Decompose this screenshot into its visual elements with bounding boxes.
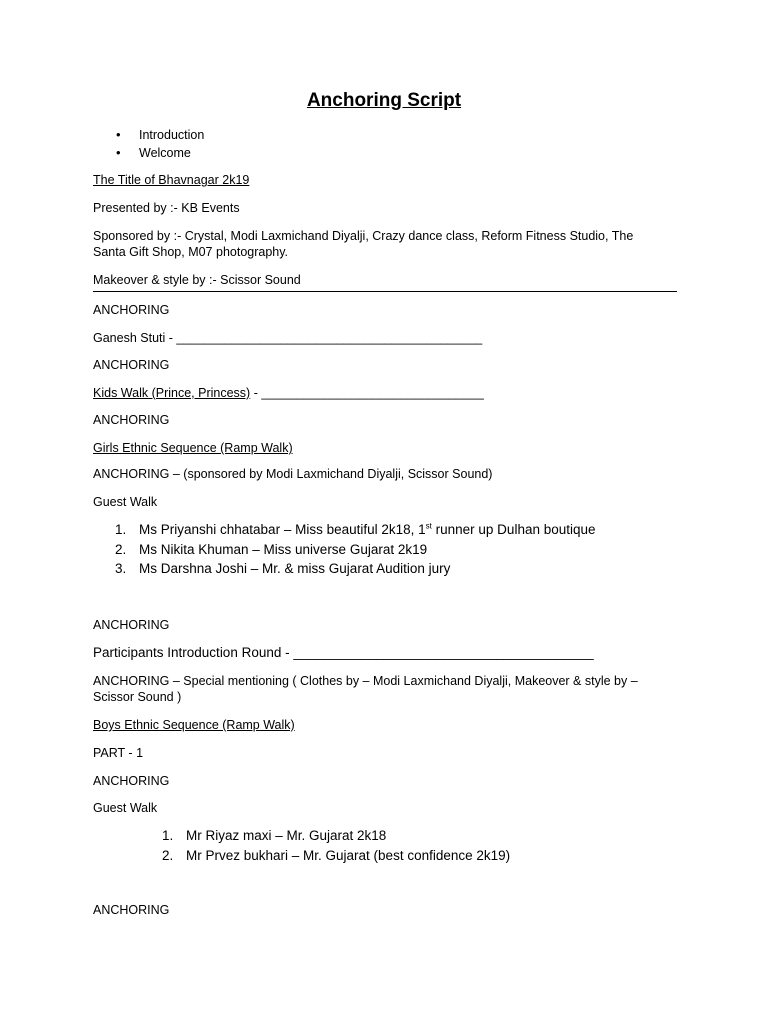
list-item: 1. Ms Priyanshi chhatabar – Miss beautiful 2k18, 1st runner up Dulhan boutique [115, 521, 596, 537]
anchoring-heading-5: ANCHORING [93, 774, 170, 788]
special-mention-line: ANCHORING – Special mentioning ( Clothes by – Modi Laxmichand Diyalji, Makeover & style by – Scissor Sound ) [93, 674, 638, 704]
makeover-line: Makeover & style by :- Scissor Sound [93, 273, 301, 287]
guest-walk-heading-2: Guest Walk [93, 801, 158, 815]
kids-walk-blank: - ________________________________ [250, 386, 484, 400]
girls-ethnic-line: Girls Ethnic Sequence (Ramp Walk) [93, 441, 293, 455]
presented-by-line: Presented by :- KB Events [93, 201, 240, 215]
guest-list-1 [115, 520, 596, 579]
part-1-line: PART - 1 [93, 746, 144, 760]
anchoring-heading-1: ANCHORING [93, 303, 170, 317]
intro-bullet-list [116, 126, 204, 162]
event-title-line: The Title of Bhavnagar 2k19 [93, 173, 250, 187]
list-item: 3. Ms Darshna Joshi – Mr. & miss Gujarat Audition jury [115, 561, 451, 576]
participants-round-line: Participants Introduction Round - ________________________________________ [93, 645, 594, 660]
list-item: 2. Ms Nikita Khuman – Miss universe Gujarat 2k19 [115, 541, 428, 557]
bullet-item-welcome: • Welcome [116, 144, 204, 162]
horizontal-rule [93, 291, 677, 292]
boys-ethnic-line: Boys Ethnic Sequence (Ramp Walk) [93, 718, 295, 732]
anchoring-heading-4: ANCHORING [93, 618, 170, 632]
kids-walk-line [93, 385, 484, 401]
anchoring-heading-3: ANCHORING [93, 413, 170, 427]
list-item: 1. Mr Riyaz maxi – Mr. Gujarat 2k18 [162, 828, 387, 843]
guest-walk-heading-1: Guest Walk [93, 495, 158, 509]
ganesh-stuti-line: Ganesh Stuti - ____________________________________________ [93, 331, 483, 345]
anchoring-sponsored-line: ANCHORING – (sponsored by Modi Laxmichand Diyalji, Scissor Sound) [93, 467, 493, 481]
list-item: 2. Mr Prvez bukhari – Mr. Gujarat (best confidence 2k19) [162, 847, 511, 863]
page-title: Anchoring Script [306, 90, 462, 111]
anchoring-heading-2: ANCHORING [93, 358, 170, 372]
sponsored-by-line: Sponsored by :- Crystal, Modi Laxmichand Diyalji, Crazy dance class, Reform Fitness Studio, The Santa Gift Shop, M07 photography. [93, 229, 634, 259]
guest-list-2 [162, 826, 510, 865]
bullet-item-introduction: • Introduction [116, 126, 204, 144]
kids-walk-label: Kids Walk (Prince, Princess) [93, 386, 251, 400]
anchoring-heading-6: ANCHORING [93, 903, 170, 917]
